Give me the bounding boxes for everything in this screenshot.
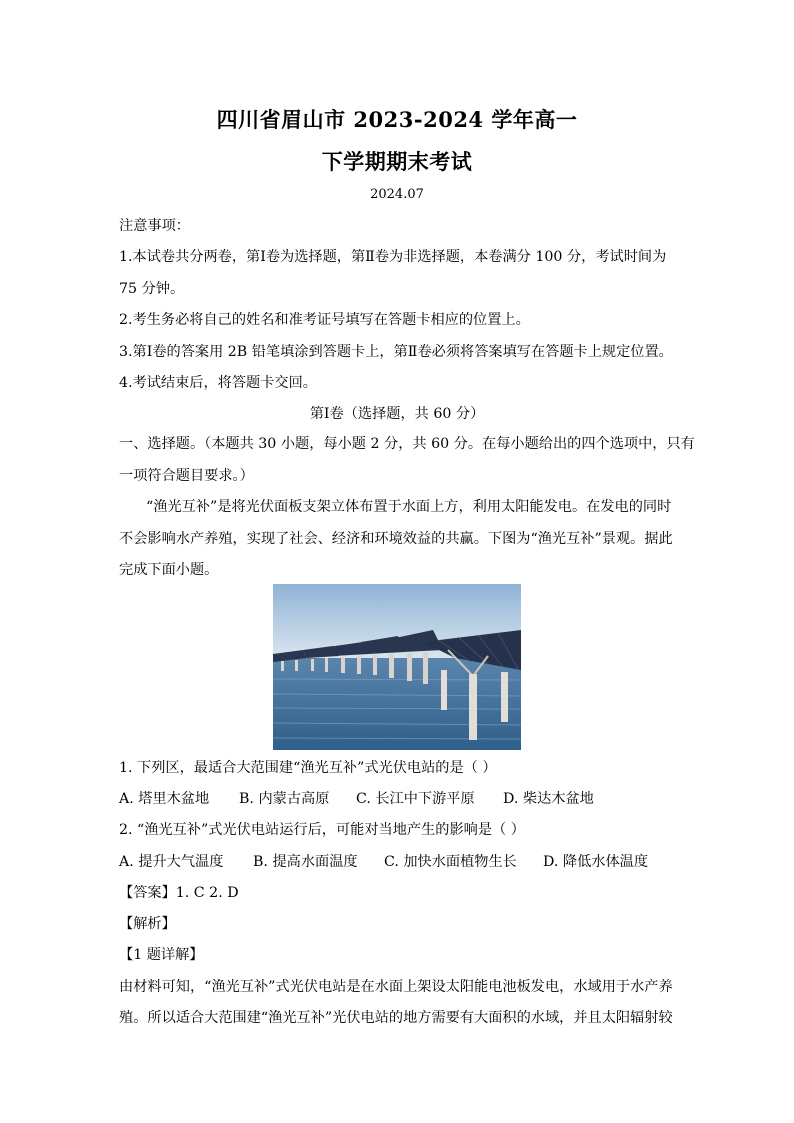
q2-stem: 2. “渔光互补”式光伏电站运行后，可能对当地产生的影响是（ ）	[119, 822, 525, 838]
notice-heading: 注意事项：	[119, 218, 190, 234]
detail-text-1: 由材料可知，“渔光互补”式光伏电站是在水面上架设太阳能电池板发电，水域用于水产养	[119, 979, 673, 995]
q2-options	[119, 852, 679, 872]
notice-item-4: 4.考试结束后，将答题卡交回。	[119, 375, 317, 391]
part1-heading-cont: 一项符合题目要求。）	[119, 468, 254, 484]
exam-date: 2024.07	[370, 187, 424, 202]
q1-option-d: D. 柴达木盆地	[503, 791, 594, 807]
material-text-3: 完成下面小题。	[119, 562, 219, 578]
notice-item-2: 2.考生务必将自己的姓名和准考证号填写在答题卡相应的位置上。	[119, 312, 530, 328]
part1-heading: 一、选择题。（本题共 30 小题，每小题 2 分，共 60 分。在每小题给出的四个选项中，只有	[119, 436, 695, 452]
notice-item-1-cont: 75 分钟。	[119, 281, 185, 297]
section-title: 第Ⅰ卷（选择题，共 60 分）	[309, 406, 485, 422]
q2-option-b: B. 提高水面温度	[253, 854, 358, 870]
q1-option-c: C. 长江中下游平原	[356, 791, 475, 807]
q2-option-a: A. 提升大气温度	[119, 854, 224, 870]
material-text-1: “渔光互补”是将光伏面板支架立体布置于水面上方，利用太阳能发电。在发电的同时	[146, 499, 672, 515]
q1-option-b: B. 内蒙古高原	[239, 791, 330, 807]
material-text-2: 不会影响水产养殖，实现了社会、经济和环境效益的共赢。下图为“渔光互补”景观。据此	[119, 531, 673, 547]
notice-item-1: 1.本试卷共分两卷，第Ⅰ卷为选择题，第Ⅱ卷为非选择题，本卷满分 100 分，考试时间为	[119, 249, 667, 265]
analysis-heading: 【解析】	[119, 916, 176, 932]
q2-option-d: D. 降低水体温度	[543, 854, 649, 870]
q1-option-a: A. 塔里木盆地	[119, 791, 210, 807]
exam-title-line1: 四川省眉山市 2023-2024 学年高一	[216, 107, 578, 132]
fishery-solar-photo	[273, 584, 521, 750]
detail-text-2: 殖。所以适合大范围建“渔光互补”光伏电站的地方需要有大面积的水域，并且太阳辐射较	[119, 1010, 673, 1026]
answer-line: 【答案】1. C 2. D	[119, 885, 239, 901]
q1-stem: 1. 下列区，最适合大范围建“渔光互补”式光伏电站的是（ ）	[119, 760, 497, 776]
notice-item-3: 3.第Ⅰ卷的答案用 2B 铅笔填涂到答题卡上，第Ⅱ卷必须将答案填写在答题卡上规定位置。	[119, 344, 673, 360]
q1-options	[119, 789, 679, 809]
detail-heading: 【1 题详解】	[119, 947, 204, 963]
exam-title-line2: 下学期期末考试	[321, 149, 473, 174]
q2-option-c: C. 加快水面植物生长	[384, 854, 517, 870]
